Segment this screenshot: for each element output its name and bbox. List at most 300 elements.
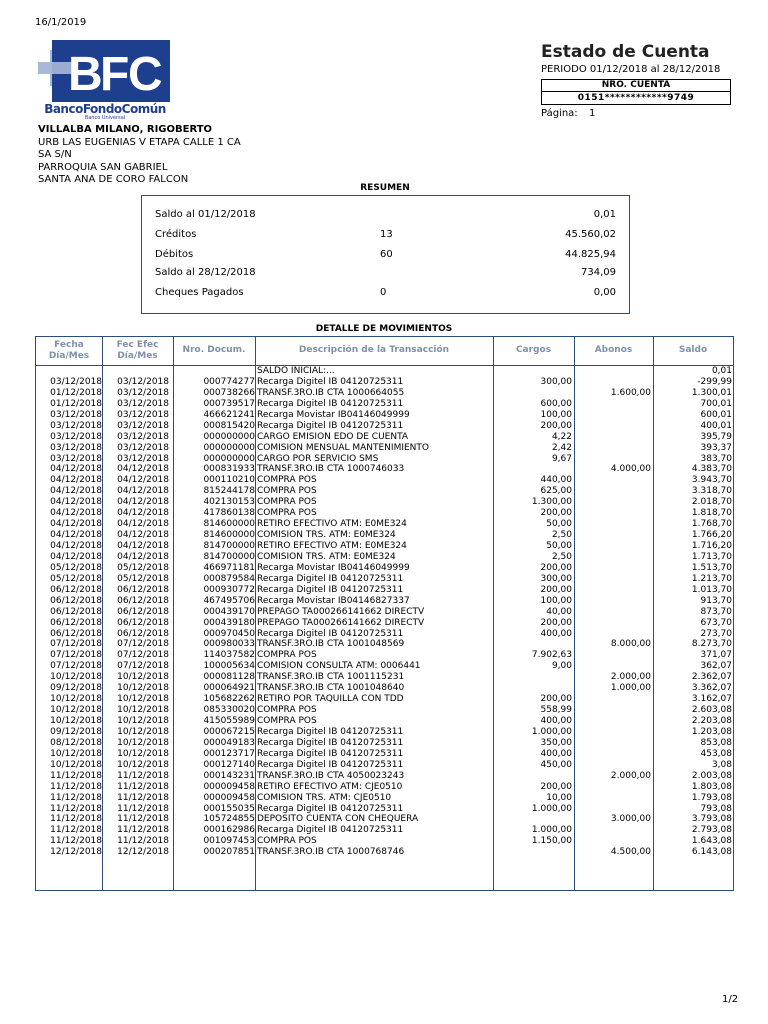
row-effective-date: 05/12/2018	[117, 573, 169, 584]
row-debit: 4,22	[551, 431, 572, 442]
row-effective-date: 06/12/2018	[117, 617, 169, 628]
row-debit: 440,00	[540, 475, 572, 486]
row-debit: 625,00	[540, 486, 572, 497]
row-effective-date: 04/12/2018	[117, 508, 169, 519]
row-date: 03/12/2018	[50, 442, 102, 453]
row-description: Recarga Movistar IB04146049999	[257, 562, 410, 573]
row-debit: 2,42	[551, 442, 572, 453]
row-doc-number: 000738266	[203, 387, 255, 398]
row-doc-number: 000000000	[203, 431, 255, 442]
row-debit: 1.150,00	[531, 836, 572, 847]
row-balance: 1.300,01	[691, 387, 732, 398]
row-date: 09/12/2018	[50, 683, 102, 694]
row-doc-number: 000009458	[203, 781, 255, 792]
row-balance: -299,99	[697, 376, 732, 387]
table-row	[36, 454, 733, 465]
account-box	[541, 79, 731, 105]
summary-count: 13	[380, 229, 393, 240]
row-date: 04/12/2018	[50, 497, 102, 508]
row-description: COMPRA POS	[257, 716, 317, 726]
row-doc-number: 000000000	[203, 453, 255, 464]
row-description: COMPRA POS	[257, 836, 317, 847]
table-row	[36, 574, 733, 585]
document-title: Estado de Cuenta	[541, 42, 710, 62]
row-effective-date: 07/12/2018	[117, 650, 169, 661]
table-row	[36, 508, 733, 519]
row-doc-number: 814700000	[203, 541, 255, 551]
row-doc-number: 417860138	[203, 508, 255, 519]
row-date: 04/12/2018	[50, 530, 102, 541]
row-credit: 1.000,00	[610, 683, 651, 694]
row-date: 07/12/2018	[50, 650, 102, 661]
row-effective-date: 11/12/2018	[117, 781, 169, 792]
row-description: TRANSF.3RO.IB CTA 1001048640	[257, 683, 405, 694]
row-doc-number: 000970450	[203, 628, 255, 639]
row-date: 11/12/2018	[50, 814, 102, 825]
table-row	[36, 672, 733, 683]
row-date: 03/12/2018	[50, 453, 102, 464]
row-date: 04/12/2018	[50, 475, 102, 486]
row-balance: 1.766,20	[691, 530, 732, 541]
row-description: Recarga Digitel IB 04120725311	[257, 737, 404, 748]
row-debit: 400,00	[540, 716, 572, 726]
row-balance: 793,08	[700, 803, 732, 814]
row-effective-date: 05/12/2018	[117, 562, 169, 573]
table-row	[36, 749, 733, 760]
row-doc-number: 000815420	[203, 420, 255, 431]
table-row	[36, 694, 733, 705]
row-date: 11/12/2018	[50, 825, 102, 836]
row-balance: 1.513,70	[691, 562, 732, 573]
row-doc-number: 814600000	[203, 519, 255, 530]
row-effective-date: 04/12/2018	[117, 519, 169, 530]
row-doc-number: 000739517	[203, 398, 255, 409]
row-date: 04/12/2018	[50, 486, 102, 497]
row-date: 11/12/2018	[50, 836, 102, 847]
row-debit: 450,00	[540, 759, 572, 770]
summary-title: RESUMEN	[360, 183, 410, 193]
row-effective-date: 04/12/2018	[117, 551, 169, 562]
table-row	[36, 629, 733, 640]
row-balance: 2.362,07	[691, 672, 732, 683]
row-effective-date: 11/12/2018	[117, 770, 169, 781]
table-row	[36, 705, 733, 716]
row-balance: 873,70	[700, 606, 732, 617]
row-balance: 362,07	[700, 661, 732, 672]
row-effective-date: 07/12/2018	[117, 661, 169, 672]
row-description: COMISION MENSUAL MANTENIMIENTO	[257, 442, 429, 453]
row-description: TRANSF.3RO.IB CTA 1000664055	[257, 387, 405, 398]
table-row	[36, 639, 733, 650]
row-balance: 1.818,70	[691, 508, 732, 519]
row-description: COMPRA POS	[257, 486, 317, 497]
row-balance: 0,01	[711, 366, 732, 376]
row-date: 10/12/2018	[50, 759, 102, 770]
row-debit: 200,00	[540, 694, 572, 705]
row-balance: 1.803,08	[691, 781, 732, 792]
table-row	[36, 793, 733, 804]
row-doc-number: 415055989	[203, 716, 255, 726]
table-row	[36, 727, 733, 738]
row-balance: 4.383,70	[691, 464, 732, 475]
row-doc-number: 814700000	[203, 551, 255, 562]
summary-label: Créditos	[155, 229, 197, 240]
row-description: TRANSF.3RO.IB CTA 1001048569	[257, 639, 405, 650]
row-date: 06/12/2018	[50, 617, 102, 628]
row-date: 04/12/2018	[50, 551, 102, 562]
transactions-table	[35, 336, 734, 891]
row-description: Recarga Movistar IB04146827337	[257, 595, 410, 606]
table-row	[36, 814, 733, 825]
row-effective-date: 06/12/2018	[117, 595, 169, 606]
table-row	[36, 421, 733, 432]
summary-row	[142, 287, 629, 307]
row-description: COMISION TRS. ATM: CJE0510	[257, 792, 392, 803]
table-row	[36, 771, 733, 782]
page-value: 1	[589, 108, 596, 119]
row-debit: 200,00	[540, 420, 572, 431]
table-row	[36, 399, 733, 410]
row-description: Recarga Digitel IB 04120725311	[257, 726, 404, 737]
row-date: 12/12/2018	[50, 847, 102, 858]
row-balance: 2.793,08	[691, 825, 732, 836]
row-credit: 1.600,00	[610, 387, 651, 398]
row-effective-date: 04/12/2018	[117, 475, 169, 486]
row-balance: 1.213,70	[691, 573, 732, 584]
row-balance: 600,01	[700, 409, 732, 420]
bfc-logo-icon	[38, 40, 172, 102]
row-description: RETIRO EFECTIVO ATM: E0ME324	[257, 519, 407, 530]
row-effective-date: 10/12/2018	[117, 683, 169, 694]
row-doc-number: 815244178	[203, 486, 255, 497]
row-date: 03/12/2018	[50, 420, 102, 431]
row-balance: 1.713,70	[691, 551, 732, 562]
row-debit: 1.300,00	[531, 497, 572, 508]
row-description: Recarga Digitel IB 04120725311	[257, 398, 404, 409]
row-description: Recarga Digitel IB 04120725311	[257, 420, 404, 431]
row-description: SALDO INICIAL:...	[257, 366, 335, 376]
table-row	[36, 552, 733, 563]
row-date: 07/12/2018	[50, 661, 102, 672]
row-balance: 673,70	[700, 617, 732, 628]
row-effective-date: 04/12/2018	[117, 486, 169, 497]
row-description: Recarga Digitel IB 04120725311	[257, 748, 404, 759]
row-effective-date: 03/12/2018	[117, 376, 169, 387]
header-fecha: Fecha Día/Mes	[48, 340, 90, 361]
row-effective-date: 04/12/2018	[117, 541, 169, 551]
row-doc-number: 000064921	[203, 683, 255, 694]
table-row	[36, 432, 733, 443]
row-description: Recarga Digitel IB 04120725311	[257, 376, 404, 387]
row-debit: 200,00	[540, 781, 572, 792]
row-effective-date: 03/12/2018	[117, 453, 169, 464]
row-balance: 2.003,08	[691, 770, 732, 781]
row-date: 11/12/2018	[50, 803, 102, 814]
row-date: 03/12/2018	[50, 431, 102, 442]
row-date: 04/12/2018	[50, 464, 102, 475]
row-effective-date: 03/12/2018	[117, 398, 169, 409]
row-effective-date: 10/12/2018	[117, 716, 169, 726]
summary-amount: 44.825,94	[565, 249, 616, 260]
header-desc: Descripción de la Transacción	[298, 345, 450, 355]
row-effective-date: 06/12/2018	[117, 628, 169, 639]
row-doc-number: 000980033	[203, 639, 255, 650]
header-cargos: Cargos	[515, 345, 552, 355]
summary-amount: 45.560,02	[565, 229, 616, 240]
row-doc-number: 000143231	[203, 770, 255, 781]
row-debit: 350,00	[540, 737, 572, 748]
print-date: 16/1/2019	[35, 17, 87, 28]
table-row	[36, 475, 733, 486]
row-description: PREPAGO TA000266141662 DIRECTV	[257, 617, 425, 628]
row-description: COMISION TRS. ATM: E0ME324	[257, 530, 396, 541]
row-balance: 2.018,70	[691, 497, 732, 508]
row-credit: 4.000,00	[610, 464, 651, 475]
row-description: COMISION TRS. ATM: E0ME324	[257, 551, 396, 562]
row-doc-number: 114037582	[203, 650, 255, 661]
row-balance: 6.143,08	[691, 847, 732, 858]
table-row	[36, 464, 733, 475]
row-doc-number: 105682262	[203, 694, 255, 705]
page-footer: 1/2	[722, 994, 739, 1005]
table-row	[36, 738, 733, 749]
bank-logo-name: BancoFondoComún	[44, 102, 166, 116]
page-label: Página:	[541, 108, 578, 119]
row-debit: 50,00	[546, 519, 572, 530]
summary-label: Débitos	[155, 249, 194, 260]
table-row	[36, 519, 733, 530]
row-date: 11/12/2018	[50, 792, 102, 803]
table-row	[36, 377, 733, 388]
row-doc-number: 000207851	[203, 847, 255, 858]
row-date: 04/12/2018	[50, 519, 102, 530]
row-date: 11/12/2018	[50, 770, 102, 781]
row-description: TRANSF.3RO.IB CTA 1000768746	[257, 847, 405, 858]
row-debit: 400,00	[540, 628, 572, 639]
table-row	[36, 760, 733, 771]
row-balance: 3.162,07	[691, 694, 732, 705]
customer-address	[38, 124, 241, 187]
row-date: 05/12/2018	[50, 573, 102, 584]
row-description: Recarga Digitel IB 04120725311	[257, 573, 404, 584]
header-saldo: Saldo	[678, 345, 708, 355]
row-debit: 300,00	[540, 376, 572, 387]
summary-label: Saldo al 01/12/2018	[155, 209, 256, 220]
row-description: RETIRO POR TAQUILLA CON TDD	[257, 694, 404, 705]
row-debit: 100,00	[540, 595, 572, 606]
row-balance: 371,07	[700, 650, 732, 661]
row-effective-date: 04/12/2018	[117, 497, 169, 508]
row-effective-date: 10/12/2018	[117, 705, 169, 716]
table-row	[36, 836, 733, 847]
row-date: 08/12/2018	[50, 737, 102, 748]
table-row	[36, 486, 733, 497]
row-balance: 3.318,70	[691, 486, 732, 497]
summary-box	[141, 195, 630, 314]
row-balance: 400,01	[700, 420, 732, 431]
row-effective-date: 12/12/2018	[117, 847, 169, 858]
row-description: COMPRA POS	[257, 475, 317, 486]
row-effective-date: 11/12/2018	[117, 803, 169, 814]
row-description: Recarga Digitel IB 04120725311	[257, 628, 404, 639]
header-fec-efec: Fec Efec Día/Mes	[116, 340, 159, 361]
row-description: CARGO POR SERVICIO SMS	[257, 453, 379, 464]
row-date: 10/12/2018	[50, 672, 102, 683]
row-date: 06/12/2018	[50, 595, 102, 606]
row-credit: 2.000,00	[610, 770, 651, 781]
row-doc-number: 000049183	[203, 737, 255, 748]
table-row	[36, 497, 733, 508]
row-debit: 50,00	[546, 541, 572, 551]
row-doc-number: 100005634	[203, 661, 255, 672]
row-description: Recarga Digitel IB 04120725311	[257, 803, 404, 814]
row-description: RETIRO EFECTIVO ATM: CJE0510	[257, 781, 403, 792]
row-doc-number: 402130153	[203, 497, 255, 508]
row-effective-date: 10/12/2018	[117, 694, 169, 705]
table-row	[36, 410, 733, 421]
table-row	[36, 607, 733, 618]
row-description: PREPAGO TA000266141662 DIRECTV	[257, 606, 425, 617]
row-description: Recarga Digitel IB 04120725311	[257, 584, 404, 595]
row-balance: 913,70	[700, 595, 732, 606]
row-effective-date: 10/12/2018	[117, 748, 169, 759]
row-credit: 4.500,00	[610, 847, 651, 858]
row-date: 10/12/2018	[50, 748, 102, 759]
row-debit: 400,00	[540, 748, 572, 759]
row-balance: 1.643,08	[691, 836, 732, 847]
header-abonos: Abonos	[594, 345, 633, 355]
row-date: 06/12/2018	[50, 584, 102, 595]
row-debit: 100,00	[540, 409, 572, 420]
row-description: TRANSF.3RO.IB CTA 1000746033	[257, 464, 405, 475]
row-balance: 3.793,08	[691, 814, 732, 825]
table-row	[36, 683, 733, 694]
row-balance: 3.943,70	[691, 475, 732, 486]
row-balance: 393,37	[700, 442, 732, 453]
table-row	[36, 804, 733, 815]
row-doc-number: 000127140	[203, 759, 255, 770]
row-balance: 453,08	[700, 748, 732, 759]
table-row	[36, 650, 733, 661]
row-date: 06/12/2018	[50, 628, 102, 639]
row-debit: 7.902,63	[531, 650, 572, 661]
row-doc-number: 000009458	[203, 792, 255, 803]
table-row	[36, 443, 733, 454]
row-doc-number: 467495706	[203, 595, 255, 606]
table-row	[36, 585, 733, 596]
row-date: 01/12/2018	[50, 398, 102, 409]
row-effective-date: 11/12/2018	[117, 825, 169, 836]
address-line: SA S/N	[38, 149, 72, 160]
row-doc-number: 000439180	[203, 617, 255, 628]
row-effective-date: 11/12/2018	[117, 836, 169, 847]
row-description: Recarga Movistar IB04146049999	[257, 409, 410, 420]
row-doc-number: 000930772	[203, 584, 255, 595]
row-description: COMPRA POS	[257, 497, 317, 508]
row-description: CARGO EMISION EDO DE CUENTA	[257, 431, 409, 442]
row-date: 03/12/2018	[50, 409, 102, 420]
row-description: DEPOSITO CUENTA CON CHEQUERA	[257, 814, 419, 825]
table-row	[36, 661, 733, 672]
row-effective-date: 03/12/2018	[117, 387, 169, 398]
summary-count: 0	[380, 287, 387, 298]
table-row	[36, 825, 733, 836]
row-date: 10/12/2018	[50, 716, 102, 726]
row-doc-number: 814600000	[203, 530, 255, 541]
row-debit: 1.000,00	[531, 803, 572, 814]
row-doc-number: 000081128	[203, 672, 255, 683]
row-balance: 383,70	[700, 453, 732, 464]
row-debit: 40,00	[546, 606, 572, 617]
table-row	[36, 596, 733, 607]
row-effective-date: 10/12/2018	[117, 737, 169, 748]
table-row	[36, 366, 733, 377]
svg-text:B: B	[68, 48, 103, 101]
row-debit: 200,00	[540, 584, 572, 595]
statement-period: PERIODO 01/12/2018 al 28/12/2018	[541, 64, 721, 75]
row-effective-date: 03/12/2018	[117, 420, 169, 431]
summary-label: Saldo al 28/12/2018	[155, 267, 256, 278]
row-effective-date: 03/12/2018	[117, 431, 169, 442]
row-credit: 8.000,00	[610, 639, 651, 650]
row-debit: 10,00	[546, 792, 572, 803]
row-effective-date: 10/12/2018	[117, 759, 169, 770]
table-row	[36, 563, 733, 574]
header-doc: Nro. Docum.	[182, 345, 246, 355]
summary-row	[142, 229, 629, 249]
row-date: 11/12/2018	[50, 781, 102, 792]
summary-row	[142, 249, 629, 269]
row-description: COMISION CONSULTA ATM: 0006441	[257, 661, 421, 672]
row-effective-date: 03/12/2018	[117, 409, 169, 420]
row-doc-number: 000162986	[203, 825, 255, 836]
row-description: RETIRO EFECTIVO ATM: E0ME324	[257, 541, 407, 551]
row-doc-number: 105724855	[203, 814, 255, 825]
row-doc-number: 000000000	[203, 442, 255, 453]
row-doc-number: 000123717	[203, 748, 255, 759]
row-doc-number: 466971181	[203, 562, 255, 573]
svg-text:C: C	[128, 48, 163, 101]
row-balance: 853,08	[700, 737, 732, 748]
account-number: 0151************9749	[577, 93, 695, 103]
row-date: 10/12/2018	[50, 694, 102, 705]
row-effective-date: 04/12/2018	[117, 530, 169, 541]
row-balance: 395,79	[700, 431, 732, 442]
row-debit: 200,00	[540, 562, 572, 573]
row-debit: 600,00	[540, 398, 572, 409]
row-effective-date: 11/12/2018	[117, 814, 169, 825]
row-balance: 700,01	[700, 398, 732, 409]
summary-amount: 0,00	[593, 287, 616, 298]
row-balance: 8.273,70	[691, 639, 732, 650]
row-debit: 1.000,00	[531, 825, 572, 836]
row-description: TRANSF.3RO.IB CTA 4050023243	[257, 770, 405, 781]
row-balance: 1.768,70	[691, 519, 732, 530]
transaction-rows	[36, 366, 733, 858]
account-label: NRO. CUENTA	[542, 80, 730, 92]
bank-logo-tagline: Banco Universal	[84, 115, 126, 121]
row-debit: 1.000,00	[531, 726, 572, 737]
summary-amount: 734,09	[581, 267, 616, 278]
table-row	[36, 388, 733, 399]
row-doc-number: 000155035	[203, 803, 255, 814]
row-effective-date: 10/12/2018	[117, 726, 169, 737]
row-doc-number: 000110210	[203, 475, 255, 486]
row-effective-date: 06/12/2018	[117, 606, 169, 617]
row-balance: 2.203,08	[691, 716, 732, 726]
row-doc-number: 000774277	[203, 376, 255, 387]
row-balance: 1.793,08	[691, 792, 732, 803]
